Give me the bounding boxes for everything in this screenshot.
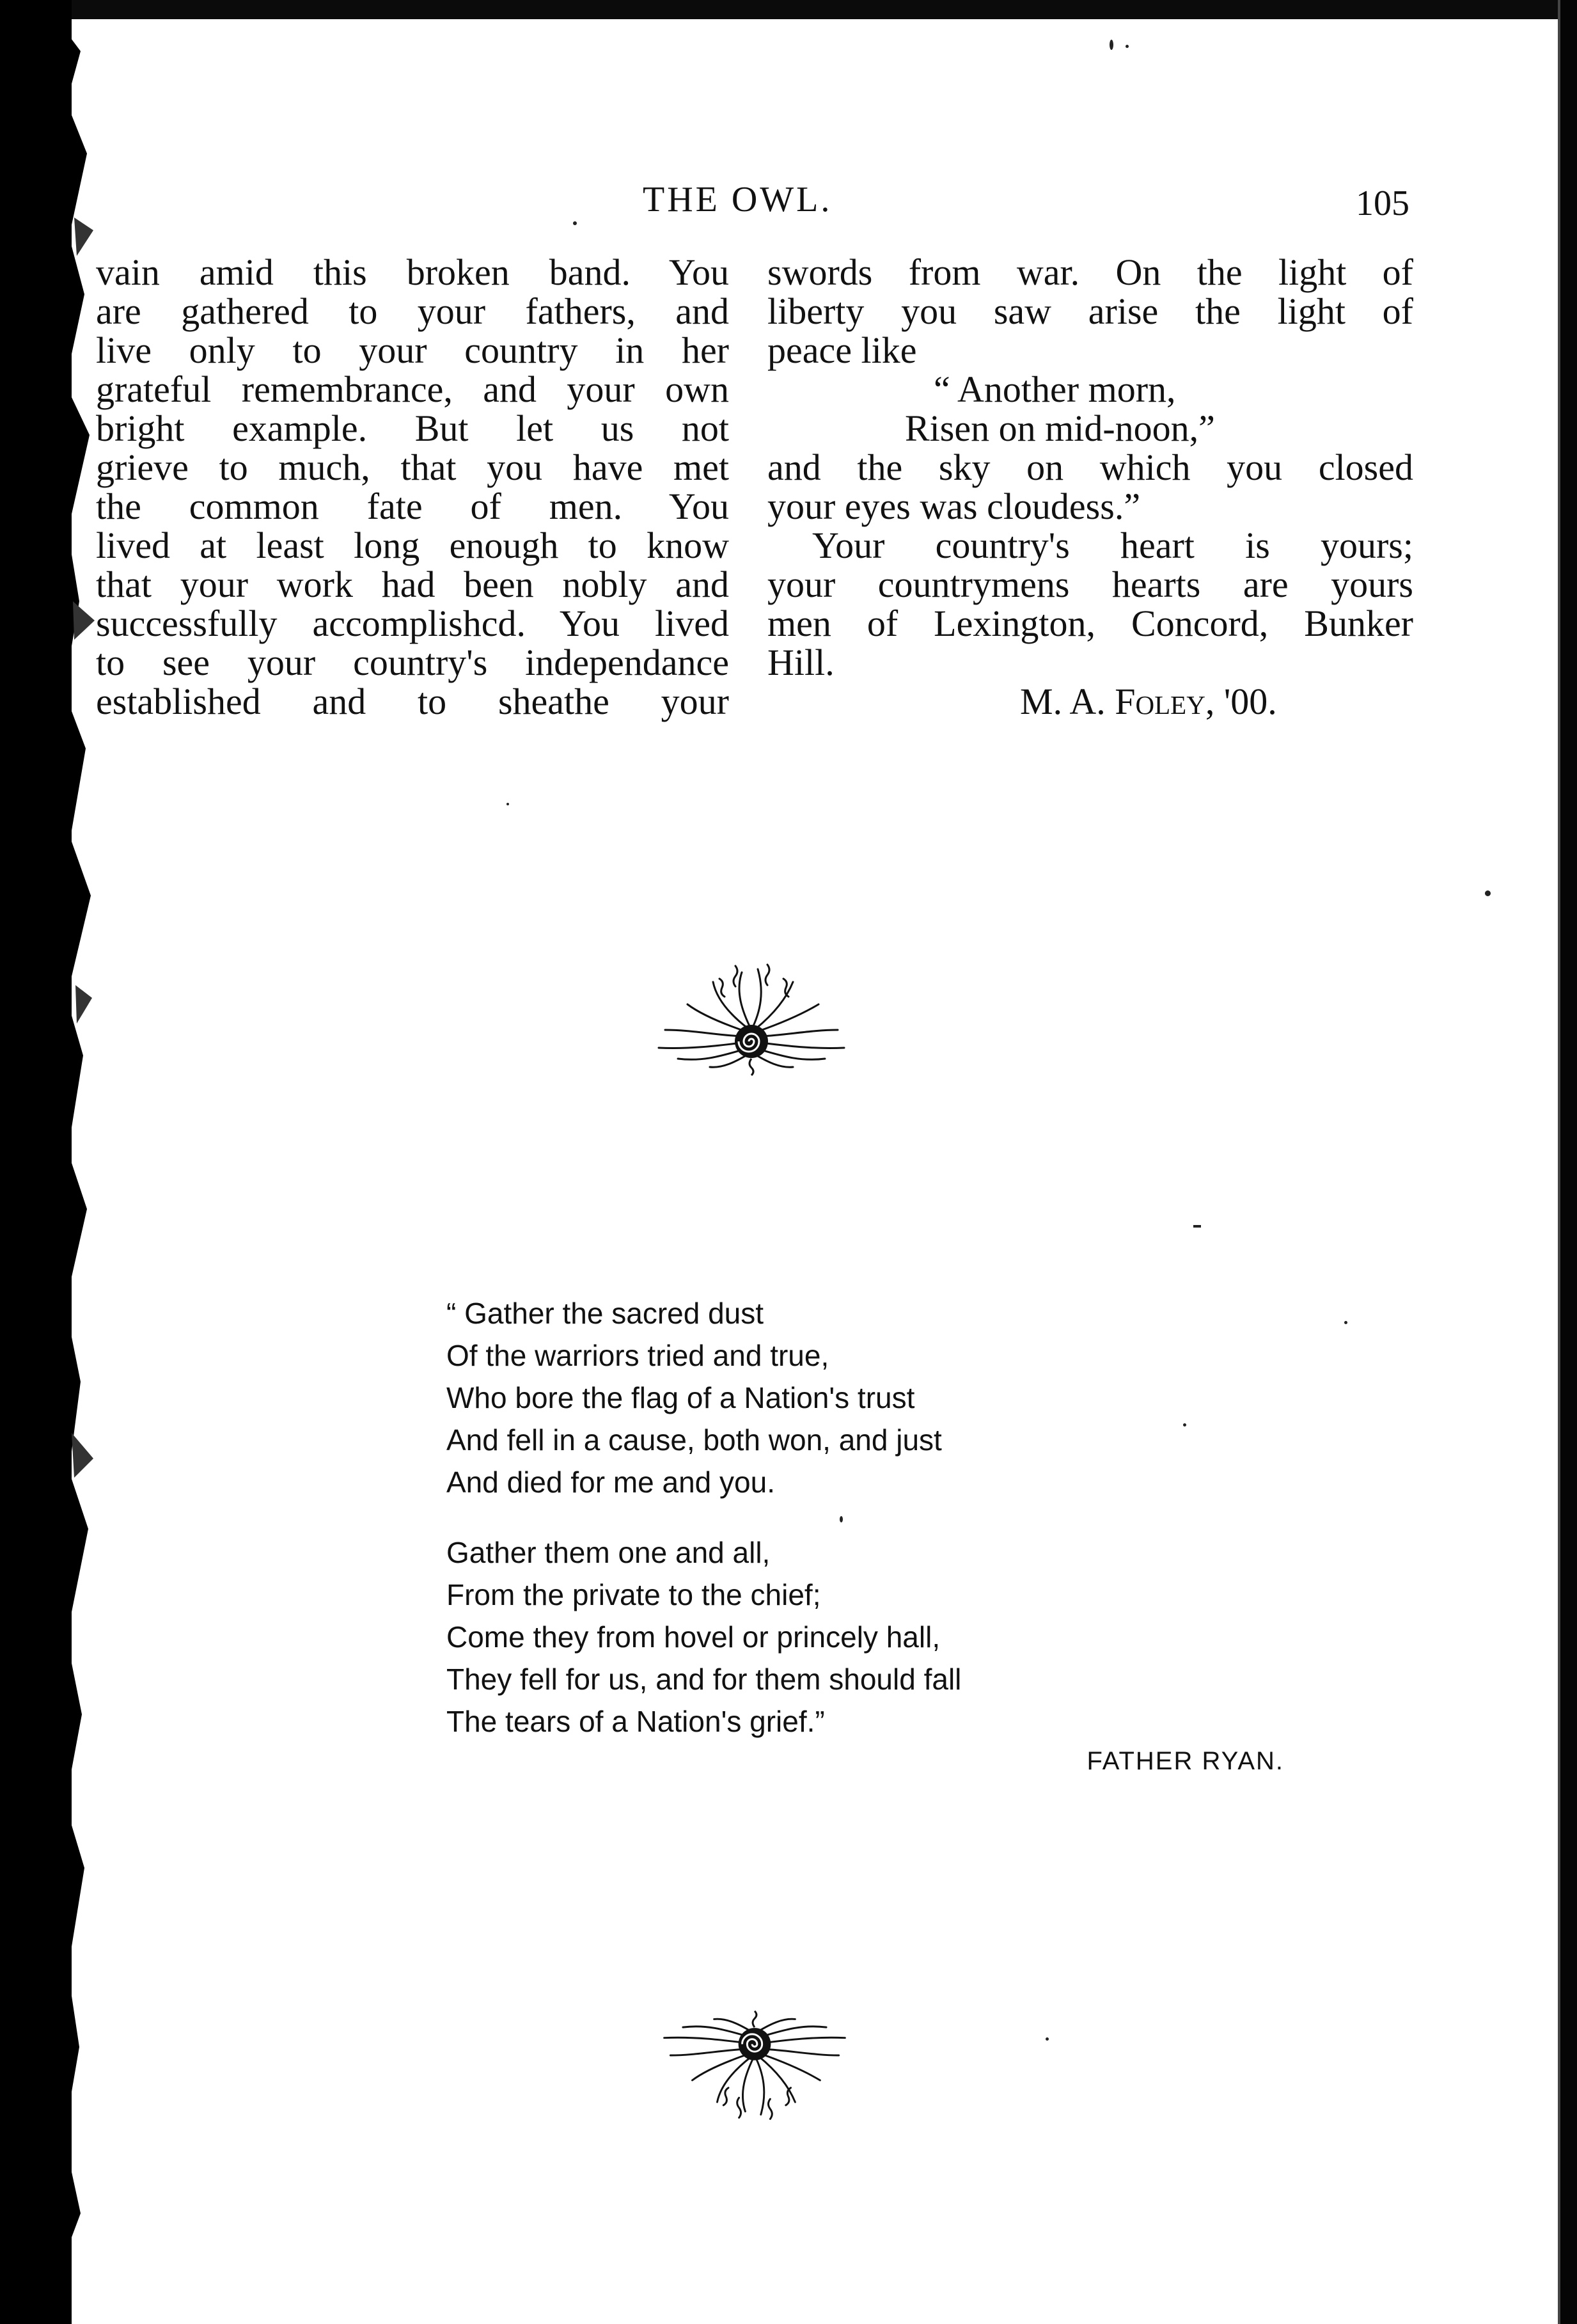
text-line: grieve to much, that you have met [96,447,729,488]
scan-speck [1046,2037,1049,2041]
quotation-line: “ Another morn, [934,368,1176,410]
signature-smallcaps: oley [1135,681,1205,722]
text-line: Your country's heart is yours; [812,525,1413,566]
poem-line: The tears of a Nation's grief.” [446,1705,825,1738]
poem-line: Come they from hovel or princely hall, [446,1620,941,1654]
text-line: your countrymens hearts are yours [767,564,1413,605]
scan-top-border [0,0,1577,19]
text-line: grateful remembrance, and your own [96,368,729,410]
text-line: bright example. But let us not [96,407,729,449]
text-line: live only to your country in her [96,329,729,371]
scan-speck [1485,890,1491,896]
text-line: successfully accomplishcd. You lived [96,603,729,644]
text-line: vain amid this broken band. You [96,251,729,293]
left-column [96,253,729,721]
scan-speck [1126,45,1129,48]
text-line: and the sky on which you closed [767,447,1413,488]
poem-signature: FATHER RYAN. [1087,1747,1284,1775]
poem-line: Gather them one and all, [446,1536,771,1569]
poem-line: And fell in a cause, both won, and just [446,1423,942,1457]
running-title: THE OWL. [643,180,833,219]
text-line: men of Lexington, Concord, Bunker [767,603,1413,644]
sun-spiral-ornament-icon [643,2005,867,2130]
author-signature [767,682,1413,721]
stanza-gap [446,1503,1291,1531]
text-line: lived at least long enough to know [96,525,729,566]
text-line: the common fate of men. You [96,486,729,527]
scan-speck [1344,1321,1347,1324]
poem-line: Of the warriors tried and true, [446,1339,829,1372]
text-line: liberty you saw arise the light of [767,290,1413,332]
text-line: peace like [767,329,917,371]
text-line: swords from war. On the light of [767,251,1413,293]
poem-line: “ Gather the sacred dust [446,1297,764,1330]
right-column [767,253,1413,721]
signature-suffix: , '00. [1205,681,1277,722]
quotation-line: Risen on mid-noon,” [905,407,1215,449]
scan-right-edge [1560,0,1577,2324]
running-header [0,179,1577,230]
text-line: that your work had been nobly and [96,564,729,605]
scan-speck [1193,1225,1201,1228]
poem-line: They fell for us, and for them should fall [446,1663,962,1696]
text-line: Hill. [767,642,835,683]
scan-speck [506,803,509,805]
scan-left-edge-noise [61,26,100,2265]
page-number: 105 [1356,184,1409,223]
scan-right-hairline [1558,0,1560,2324]
signature-prefix: M. A. F [1020,681,1136,722]
sun-spiral-ornament-icon [639,953,863,1081]
poem [446,1292,1291,1782]
text-line: to see your country's independance [96,642,729,683]
text-line: are gathered to your fathers, and [96,290,729,332]
poem-line: From the private to the chief; [446,1578,821,1611]
scan-speck [1110,40,1113,50]
text-line: your eyes was cloudess.” [767,486,1141,527]
poem-line: Who bore the flag of a Nation's trust [446,1381,915,1414]
poem-line: And died for me and you. [446,1466,775,1499]
text-line: established and to sheathe your [96,681,729,722]
